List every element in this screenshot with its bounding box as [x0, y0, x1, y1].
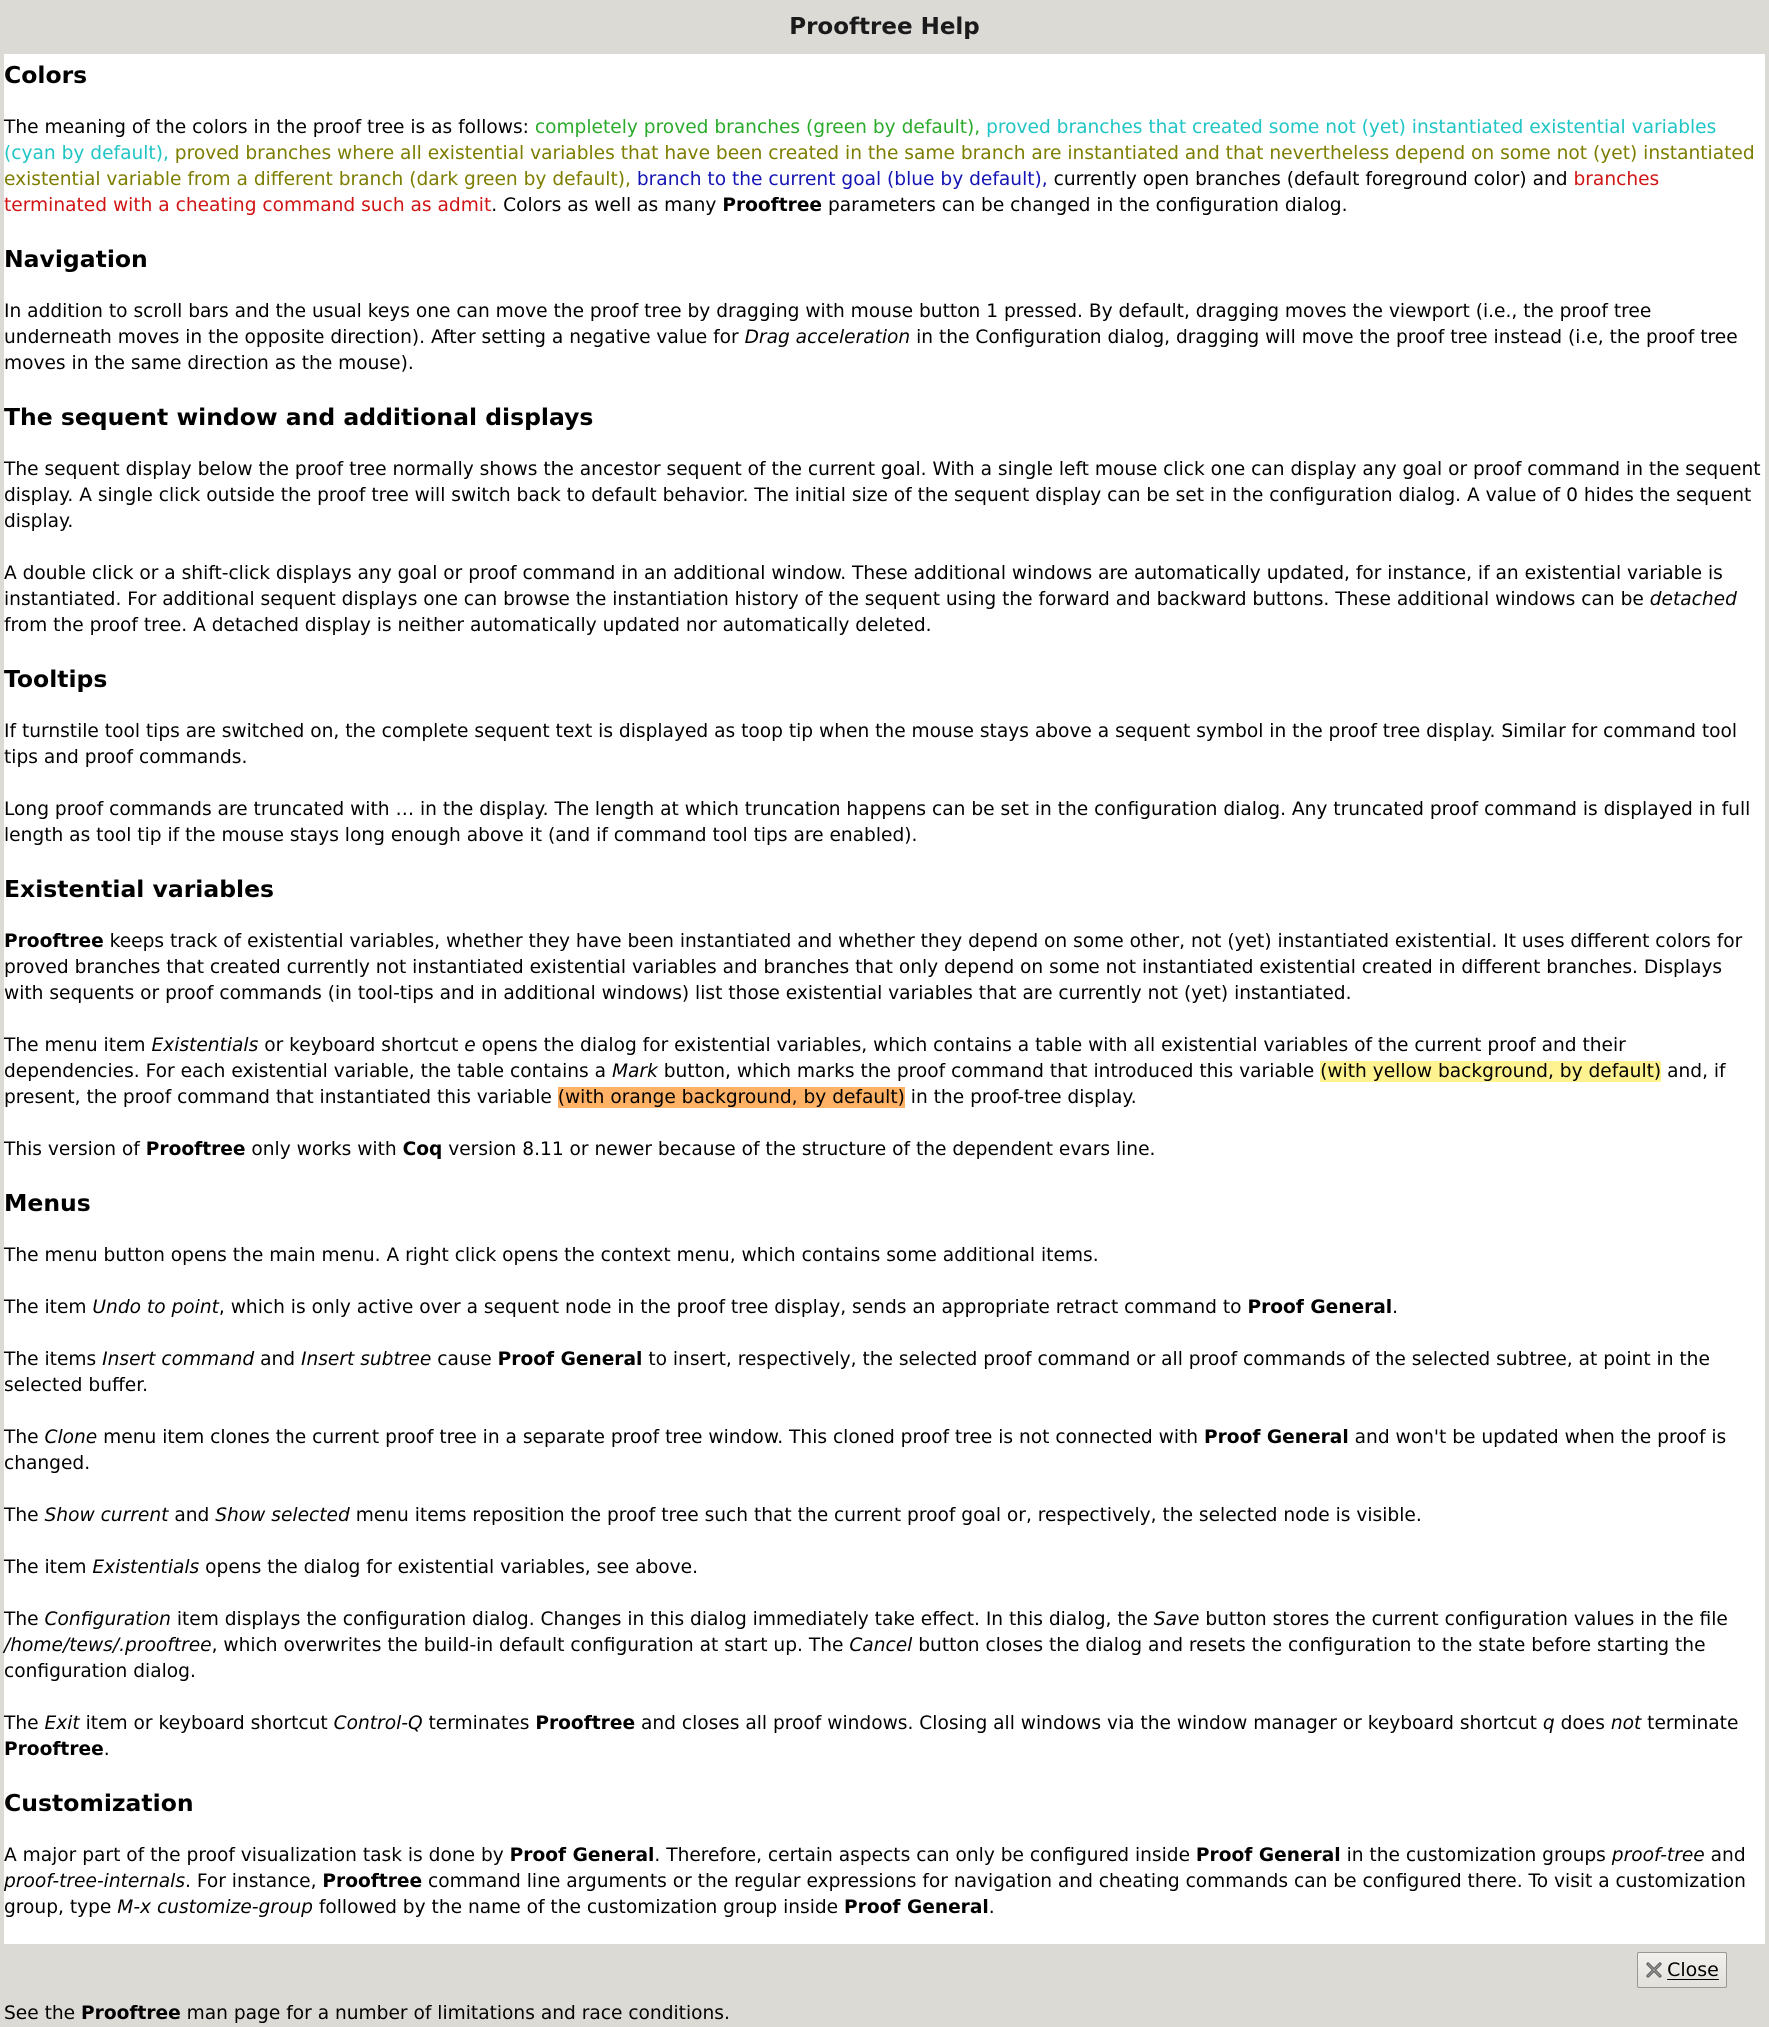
- heading-customization: Customization: [4, 1789, 194, 1817]
- colors-paragraph: The meaning of the colors in the proof tree is as follows: completely proved branches (green by default), proved branches that created some not (yet) instantiated existential variables (cyan by default), proved branches where all existential variables that have been created in the same branch are instantiated and that nevertheless depend on some not (yet) instantiated existential variable from a different branch (dark green by default), branch to the current goal (blue by default), currently open branches (default foreground color) and branches terminated with a cheating command such as admit. Colors as well as many Prooftree parameters can be changed in the configuration dialog.: [4, 117, 1755, 216]
- close-x-icon: [1645, 1961, 1663, 1979]
- help-text-view[interactable]: [4, 54, 1765, 2024]
- heading-existential-variables: Existential variables: [4, 875, 275, 903]
- menus-paragraph-3: The items Insert command and Insert subtree cause Proof General to insert, respectively, the selected proof command or all proof commands of the selected subtree, at point in the selected buffer.: [4, 1349, 1710, 1396]
- button-bar: [0, 1944, 1769, 1996]
- tooltips-paragraph-1: If turnstile tool tips are switched on, the complete sequent text is displayed as toop tip when the mouse stays above a sequent symbol in the proof tree display. Similar for command tool tips and proof commands.: [4, 721, 1738, 768]
- sequent-paragraph-2: A double click or a shift-click displays any goal or proof command in an additional window. These additional windows are automatically updated, for instance, if an existential variable is instantiated. For additional sequent displays one can browse the instantiation history of the sequent using the forward and backward buttons. These additional windows can be detached from the proof tree. A detached display is neither automatically updated nor automatically deleted.: [4, 563, 1737, 636]
- color-cyan-text: proved branches that created some not (yet) instantiated existential variables (cyan by default),: [4, 117, 1717, 164]
- menus-paragraph-6: The item Existentials opens the dialog for existential variables, see above.: [4, 1557, 699, 1578]
- existential-paragraph-3: This version of Prooftree only works with Coq version 8.11 or newer because of the structure of the dependent evars line.: [4, 1139, 1156, 1160]
- existential-paragraph-1: Prooftree keeps track of existential variables, whether they have been instantiated and whether they depend on some other, not (yet) instantiated existential. It uses different colors for proved branches that created currently not instantiated existential variables and branches that only depend on some not instantiated existential created in different branches. Displays with sequents or proof commands (in tool-tips and in additional windows) list those existential variables that are currently not (yet) instantiated.: [4, 931, 1743, 1004]
- window-title: Prooftree Help: [789, 14, 980, 40]
- menus-paragraph-1: The menu button opens the main menu. A right click opens the context menu, which contains some additional items.: [4, 1245, 1099, 1266]
- sequent-paragraph-1: The sequent display below the proof tree normally shows the ancestor sequent of the current goal. With a single left mouse click one can display any goal or proof command in the sequent display. A single click outside the proof tree will switch back to default behavior. The initial size of the sequent display can be set in the configuration dialog. A value of 0 hides the sequent display.: [4, 459, 1761, 532]
- heading-navigation: Navigation: [4, 245, 148, 273]
- heading-tooltips: Tooltips: [4, 665, 108, 693]
- navigation-paragraph: In addition to scroll bars and the usual keys one can move the proof tree by dragging with mouse button 1 pressed. By default, dragging moves the viewport (i.e., the proof tree underneath moves in the opposite direction). After setting a negative value for Drag acceleration in the Configuration dialog, dragging will move the proof tree instead (i.e, the proof tree moves in the same direction as the mouse).: [4, 301, 1738, 374]
- existential-paragraph-2: The menu item Existentials or keyboard shortcut e opens the dialog for existential variables, which contains a table with all existential variables of the current proof and their dependencies. For each existential variable, the table contains a Mark button, which marks the proof command that introduced this variable (with yellow background, by default) and, if present, the proof command that instantiated this variable (with orange background, by default) in the proof-tree display.: [4, 1035, 1726, 1108]
- heading-colors: Colors: [4, 61, 88, 89]
- heading-menus: Menus: [4, 1189, 91, 1217]
- menus-paragraph-8: The Exit item or keyboard shortcut Control-Q terminates Prooftree and closes all proof windows. Closing all windows via the window manager or keyboard shortcut q does not terminate Prooftree.: [4, 1713, 1739, 1760]
- close-button[interactable]: [1637, 1952, 1727, 1988]
- customization-paragraph: A major part of the proof visualization task is done by Proof General. Therefore, certain aspects can only be configured inside Proof General in the customization groups proof-tree and proof-tree-internals. For instance, Prooftree command line arguments or the regular expressions for navigation and cheating commands can be configured there. To visit a customization group, type M-x customize-group followed by the name of the customization group inside Proof General.: [4, 1845, 1746, 1918]
- menus-paragraph-2: The item Undo to point, which is only active over a sequent node in the proof tree display, sends an appropriate retract command to Proof General.: [4, 1297, 1399, 1318]
- color-dark-green-text: proved branches where all existential variables that have been created in the same branch are instantiated and that nevertheless depend on some not (yet) instantiated existential variable from a different branch (dark green by default),: [4, 143, 1755, 190]
- tooltips-paragraph-2: Long proof commands are truncated with … in the display. The length at which truncation happens can be set in the configuration dialog. Any truncated proof command is displayed in full length as tool tip if the mouse stays long enough above it (and if command tool tips are enabled).: [4, 799, 1751, 846]
- yellow-highlight-text: (with yellow background, by default): [1320, 1061, 1662, 1082]
- orange-highlight-text: (with orange background, by default): [557, 1087, 905, 1108]
- heading-sequent: The sequent window and additional displays: [4, 403, 594, 431]
- color-red-text: branches terminated with a cheating command such as admit: [4, 169, 1660, 216]
- menus-paragraph-4: The Clone menu item clones the current proof tree in a separate proof tree window. This cloned proof tree is not connected with Proof General and won't be updated when the proof is changed.: [4, 1427, 1727, 1474]
- limitations-paragraph: See the Prooftree man page for a number of limitations and race conditions.: [4, 2003, 730, 2024]
- color-green-text: completely proved branches (green by default),: [534, 117, 981, 138]
- menus-paragraph-7: The Configuration item displays the configuration dialog. Changes in this dialog immediately take effect. In this dialog, the Save button stores the current configuration values in the file /home/tews/.prooftree, which overwrites the build-in default configuration at start up. The Cancel button closes the dialog and resets the configuration to the state before starting the configuration dialog.: [4, 1609, 1728, 1682]
- title-bar: [0, 0, 1769, 54]
- menus-paragraph-5: The Show current and Show selected menu items reposition the proof tree such that the current proof goal or, respectively, the selected node is visible.: [4, 1505, 1422, 1526]
- close-button-label: Close: [1667, 1959, 1719, 1981]
- color-blue-text: branch to the current goal (blue by default),: [636, 169, 1048, 190]
